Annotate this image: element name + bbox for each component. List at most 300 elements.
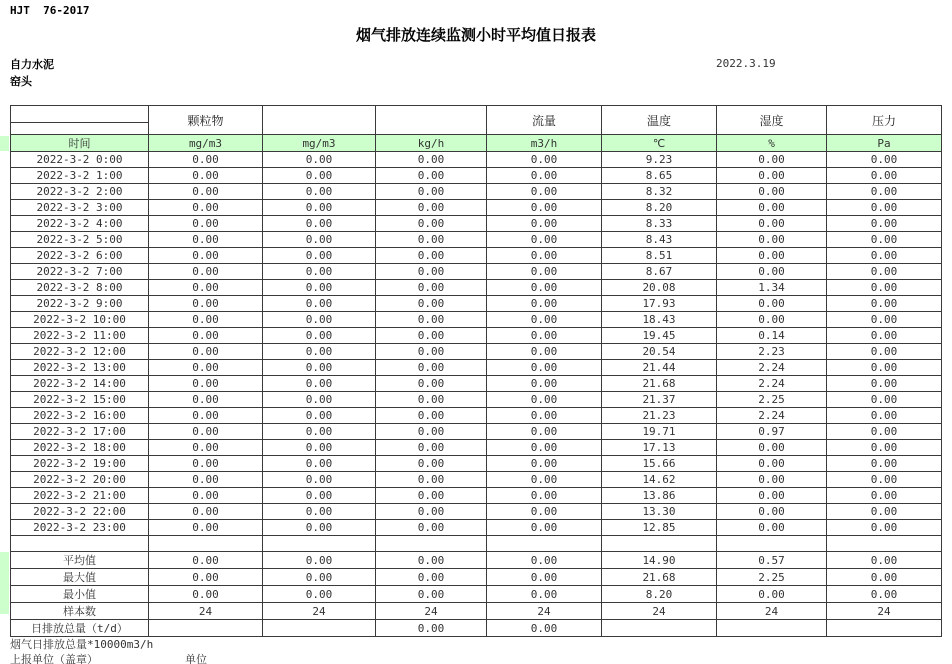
value-cell: 0.00 bbox=[149, 200, 263, 216]
summary-row bbox=[11, 586, 942, 603]
summary-label-cell: 最小值 bbox=[11, 586, 149, 603]
time-cell: 2022-3-2 8:00 bbox=[11, 280, 149, 296]
table-row bbox=[11, 360, 942, 376]
time-cell: 2022-3-2 14:00 bbox=[11, 376, 149, 392]
value-cell: 24 bbox=[717, 603, 827, 620]
value-cell: 0.00 bbox=[827, 392, 942, 408]
group-header-row bbox=[11, 106, 942, 123]
value-cell: 0.97 bbox=[717, 424, 827, 440]
value-cell: 0.00 bbox=[376, 232, 487, 248]
value-cell: 0.00 bbox=[717, 504, 827, 520]
time-cell: 2022-3-2 10:00 bbox=[11, 312, 149, 328]
value-cell: 0.00 bbox=[376, 264, 487, 280]
value-cell: 0.00 bbox=[149, 264, 263, 280]
page-title: 烟气排放连续监测小时平均值日报表 bbox=[355, 26, 596, 44]
value-cell: 0.00 bbox=[263, 392, 376, 408]
value-cell bbox=[717, 536, 827, 552]
value-cell: 0.00 bbox=[376, 312, 487, 328]
value-cell: 0.00 bbox=[487, 200, 602, 216]
value-cell: 0.00 bbox=[827, 264, 942, 280]
value-cell: 0.00 bbox=[717, 216, 827, 232]
value-cell: 12.85 bbox=[602, 520, 717, 536]
value-cell: 21.68 bbox=[602, 569, 717, 586]
value-cell: 0.00 bbox=[263, 456, 376, 472]
value-cell: 15.66 bbox=[602, 456, 717, 472]
value-cell: 0.00 bbox=[376, 344, 487, 360]
value-cell: 21.23 bbox=[602, 408, 717, 424]
value-cell: 0.00 bbox=[263, 264, 376, 280]
value-cell: 0.00 bbox=[717, 440, 827, 456]
company-name: 自力水泥 bbox=[10, 58, 54, 71]
value-cell: 0.57 bbox=[717, 552, 827, 569]
table-row bbox=[11, 216, 942, 232]
value-cell: 0.00 bbox=[827, 408, 942, 424]
table-row bbox=[11, 344, 942, 360]
value-cell: 0.00 bbox=[487, 552, 602, 569]
value-cell: 0.00 bbox=[827, 152, 942, 168]
time-cell: 2022-3-2 15:00 bbox=[11, 392, 149, 408]
value-cell: 0.00 bbox=[487, 408, 602, 424]
value-cell: 0.00 bbox=[263, 424, 376, 440]
value-cell bbox=[827, 536, 942, 552]
value-cell: 0.00 bbox=[263, 152, 376, 168]
value-cell: 0.00 bbox=[376, 520, 487, 536]
value-cell: 0.00 bbox=[827, 520, 942, 536]
value-cell: 17.13 bbox=[602, 440, 717, 456]
value-cell: 0.00 bbox=[487, 264, 602, 280]
table-row bbox=[11, 440, 942, 456]
value-cell: 0.00 bbox=[376, 360, 487, 376]
table-row bbox=[11, 248, 942, 264]
unit-kgh: kg/h bbox=[376, 135, 487, 152]
summary-row bbox=[11, 620, 942, 637]
value-cell: 2.24 bbox=[717, 408, 827, 424]
value-cell: 0.00 bbox=[717, 520, 827, 536]
header-humidity: 湿度 bbox=[717, 106, 827, 135]
value-cell bbox=[827, 620, 942, 637]
header-temperature: 温度 bbox=[602, 106, 717, 135]
value-cell: 0.00 bbox=[827, 184, 942, 200]
table-row bbox=[11, 424, 942, 440]
value-cell: 0.00 bbox=[149, 424, 263, 440]
value-cell: 24 bbox=[376, 603, 487, 620]
value-cell bbox=[149, 620, 263, 637]
value-cell: 0.00 bbox=[827, 586, 942, 603]
value-cell: 0.00 bbox=[263, 360, 376, 376]
value-cell: 0.00 bbox=[827, 200, 942, 216]
value-cell: 0.00 bbox=[376, 376, 487, 392]
value-cell: 0.00 bbox=[487, 328, 602, 344]
summary-row bbox=[11, 552, 942, 569]
value-cell: 0.00 bbox=[487, 184, 602, 200]
unit-mgm3-1: mg/m3 bbox=[149, 135, 263, 152]
table-row bbox=[11, 520, 942, 536]
value-cell: 0.00 bbox=[263, 586, 376, 603]
value-cell: 0.00 bbox=[827, 376, 942, 392]
unit-mgm3-2: mg/m3 bbox=[263, 135, 376, 152]
value-cell: 0.00 bbox=[149, 472, 263, 488]
value-cell: 0.00 bbox=[376, 552, 487, 569]
value-cell: 0.00 bbox=[487, 344, 602, 360]
value-cell: 0.00 bbox=[717, 296, 827, 312]
value-cell: 0.00 bbox=[376, 248, 487, 264]
value-cell: 0.00 bbox=[263, 296, 376, 312]
value-cell: 20.08 bbox=[602, 280, 717, 296]
value-cell: 0.00 bbox=[263, 280, 376, 296]
value-cell: 8.65 bbox=[602, 168, 717, 184]
value-cell: 2.25 bbox=[717, 569, 827, 586]
value-cell: 8.32 bbox=[602, 184, 717, 200]
value-cell: 19.45 bbox=[602, 328, 717, 344]
value-cell: 0.00 bbox=[149, 392, 263, 408]
value-cell: 0.00 bbox=[376, 586, 487, 603]
value-cell: 0.00 bbox=[376, 296, 487, 312]
value-cell: 0.00 bbox=[717, 264, 827, 280]
value-cell: 24 bbox=[263, 603, 376, 620]
value-cell: 0.00 bbox=[487, 232, 602, 248]
time-cell: 2022-3-2 3:00 bbox=[11, 200, 149, 216]
table-row bbox=[11, 280, 942, 296]
unit-row bbox=[11, 135, 942, 152]
value-cell: 0.00 bbox=[487, 280, 602, 296]
blank-row bbox=[11, 536, 942, 552]
value-cell: 0.00 bbox=[263, 520, 376, 536]
value-cell: 0.00 bbox=[376, 620, 487, 637]
value-cell: 24 bbox=[827, 603, 942, 620]
value-cell: 0.00 bbox=[827, 344, 942, 360]
value-cell: 0.00 bbox=[149, 408, 263, 424]
value-cell: 8.33 bbox=[602, 216, 717, 232]
value-cell: 0.00 bbox=[149, 360, 263, 376]
time-cell: 2022-3-2 4:00 bbox=[11, 216, 149, 232]
value-cell: 2.24 bbox=[717, 376, 827, 392]
time-cell: 2022-3-2 9:00 bbox=[11, 296, 149, 312]
header-pressure: 压力 bbox=[827, 106, 942, 135]
value-cell: 0.00 bbox=[827, 472, 942, 488]
header-col3-empty bbox=[263, 106, 376, 135]
summary-row bbox=[11, 569, 942, 586]
value-cell: 24 bbox=[602, 603, 717, 620]
table-row bbox=[11, 312, 942, 328]
value-cell: 0.00 bbox=[263, 344, 376, 360]
value-cell: 0.00 bbox=[717, 232, 827, 248]
value-cell: 0.00 bbox=[376, 504, 487, 520]
time-cell: 2022-3-2 2:00 bbox=[11, 184, 149, 200]
value-cell: 0.00 bbox=[149, 586, 263, 603]
value-cell: 0.00 bbox=[827, 280, 942, 296]
value-cell: 0.00 bbox=[263, 328, 376, 344]
value-cell: 0.00 bbox=[149, 456, 263, 472]
monitor-point: 窑头 bbox=[10, 75, 32, 88]
value-cell: 0.00 bbox=[487, 472, 602, 488]
table-row bbox=[11, 472, 942, 488]
value-cell: 0.00 bbox=[487, 360, 602, 376]
table-row bbox=[11, 392, 942, 408]
value-cell: 0.00 bbox=[827, 328, 942, 344]
table-row bbox=[11, 408, 942, 424]
time-cell: 2022-3-2 5:00 bbox=[11, 232, 149, 248]
table-row bbox=[11, 152, 942, 168]
header-col4-empty bbox=[376, 106, 487, 135]
time-cell: 2022-3-2 16:00 bbox=[11, 408, 149, 424]
value-cell: 0.00 bbox=[717, 152, 827, 168]
value-cell: 0.00 bbox=[717, 184, 827, 200]
header-empty-top bbox=[11, 106, 149, 123]
value-cell: 24 bbox=[149, 603, 263, 620]
value-cell: 0.00 bbox=[487, 296, 602, 312]
report-unit-label: 上报单位（盖章） bbox=[10, 653, 98, 664]
value-cell: 13.30 bbox=[602, 504, 717, 520]
value-cell: 21.37 bbox=[602, 392, 717, 408]
value-cell: 0.00 bbox=[263, 232, 376, 248]
value-cell: 0.00 bbox=[149, 312, 263, 328]
value-cell: 0.00 bbox=[376, 328, 487, 344]
value-cell: 8.67 bbox=[602, 264, 717, 280]
value-cell: 0.00 bbox=[487, 392, 602, 408]
value-cell: 0.00 bbox=[827, 456, 942, 472]
value-cell: 0.00 bbox=[263, 488, 376, 504]
value-cell: 8.20 bbox=[602, 200, 717, 216]
empty-cell bbox=[11, 536, 149, 552]
unit-label: 单位 bbox=[185, 653, 207, 664]
value-cell: 0.00 bbox=[149, 232, 263, 248]
time-cell: 2022-3-2 22:00 bbox=[11, 504, 149, 520]
time-cell: 2022-3-2 13:00 bbox=[11, 360, 149, 376]
time-cell: 2022-3-2 7:00 bbox=[11, 264, 149, 280]
value-cell: 0.00 bbox=[263, 440, 376, 456]
value-cell: 0.00 bbox=[149, 280, 263, 296]
value-cell: 20.54 bbox=[602, 344, 717, 360]
value-cell: 0.00 bbox=[717, 248, 827, 264]
table-row bbox=[11, 168, 942, 184]
value-cell: 0.00 bbox=[376, 569, 487, 586]
value-cell: 2.24 bbox=[717, 360, 827, 376]
value-cell: 0.00 bbox=[487, 424, 602, 440]
value-cell: 0.00 bbox=[487, 376, 602, 392]
value-cell: 0.00 bbox=[149, 440, 263, 456]
value-cell: 0.00 bbox=[827, 488, 942, 504]
table-row bbox=[11, 488, 942, 504]
time-cell: 2022-3-2 19:00 bbox=[11, 456, 149, 472]
value-cell: 0.00 bbox=[376, 488, 487, 504]
value-cell: 0.00 bbox=[376, 472, 487, 488]
value-cell: 0.00 bbox=[263, 200, 376, 216]
value-cell: 0.00 bbox=[717, 472, 827, 488]
value-cell: 0.00 bbox=[149, 569, 263, 586]
unit-pa: Pa bbox=[827, 135, 942, 152]
value-cell bbox=[602, 620, 717, 637]
value-cell bbox=[602, 536, 717, 552]
value-cell: 0.00 bbox=[487, 520, 602, 536]
value-cell: 0.00 bbox=[487, 440, 602, 456]
value-cell: 0.00 bbox=[376, 152, 487, 168]
table-row bbox=[11, 456, 942, 472]
hourly-average-table bbox=[10, 105, 942, 637]
header-empty-bottom bbox=[11, 123, 149, 135]
value-cell: 0.00 bbox=[827, 440, 942, 456]
time-cell: 2022-3-2 11:00 bbox=[11, 328, 149, 344]
table-body bbox=[11, 152, 942, 637]
value-cell: 0.00 bbox=[149, 552, 263, 569]
value-cell: 19.71 bbox=[602, 424, 717, 440]
value-cell: 0.00 bbox=[263, 248, 376, 264]
value-cell: 0.00 bbox=[827, 504, 942, 520]
value-cell: 0.00 bbox=[149, 216, 263, 232]
summary-label-cell: 平均值 bbox=[11, 552, 149, 569]
row-header-strip-summary bbox=[0, 552, 9, 614]
value-cell: 0.00 bbox=[263, 168, 376, 184]
table-row bbox=[11, 232, 942, 248]
value-cell bbox=[263, 536, 376, 552]
value-cell bbox=[376, 536, 487, 552]
value-cell: 0.00 bbox=[376, 168, 487, 184]
time-cell: 2022-3-2 23:00 bbox=[11, 520, 149, 536]
value-cell: 0.00 bbox=[149, 296, 263, 312]
value-cell: 0.00 bbox=[149, 488, 263, 504]
value-cell: 24 bbox=[487, 603, 602, 620]
value-cell: 0.00 bbox=[149, 520, 263, 536]
value-cell bbox=[717, 620, 827, 637]
value-cell: 8.51 bbox=[602, 248, 717, 264]
value-cell: 0.00 bbox=[487, 216, 602, 232]
table-row bbox=[11, 376, 942, 392]
unit-time: 时间 bbox=[11, 135, 149, 152]
value-cell: 0.00 bbox=[717, 168, 827, 184]
value-cell: 0.00 bbox=[149, 504, 263, 520]
summary-label-cell: 最大值 bbox=[11, 569, 149, 586]
table-row bbox=[11, 264, 942, 280]
unit-percent: % bbox=[717, 135, 827, 152]
footer-note: 烟气日排放总量*10000m3/h bbox=[10, 638, 154, 651]
value-cell: 0.00 bbox=[717, 456, 827, 472]
table-row bbox=[11, 296, 942, 312]
value-cell: 0.00 bbox=[487, 152, 602, 168]
time-cell: 2022-3-2 12:00 bbox=[11, 344, 149, 360]
time-cell: 2022-3-2 0:00 bbox=[11, 152, 149, 168]
value-cell: 0.00 bbox=[827, 296, 942, 312]
value-cell bbox=[263, 620, 376, 637]
unit-m3h: m3/h bbox=[487, 135, 602, 152]
value-cell: 0.14 bbox=[717, 328, 827, 344]
value-cell: 0.00 bbox=[487, 620, 602, 637]
table-row bbox=[11, 328, 942, 344]
value-cell: 0.00 bbox=[487, 569, 602, 586]
report-date: 2022.3.19 bbox=[716, 57, 776, 70]
value-cell: 0.00 bbox=[263, 552, 376, 569]
summary-label-cell: 样本数 bbox=[11, 603, 149, 620]
value-cell: 0.00 bbox=[376, 408, 487, 424]
value-cell: 1.34 bbox=[717, 280, 827, 296]
value-cell: 0.00 bbox=[376, 184, 487, 200]
value-cell: 9.23 bbox=[602, 152, 717, 168]
value-cell: 2.23 bbox=[717, 344, 827, 360]
table-row bbox=[11, 184, 942, 200]
value-cell: 14.90 bbox=[602, 552, 717, 569]
table-row bbox=[11, 200, 942, 216]
value-cell: 0.00 bbox=[376, 200, 487, 216]
value-cell: 0.00 bbox=[376, 280, 487, 296]
value-cell: 0.00 bbox=[487, 168, 602, 184]
value-cell: 0.00 bbox=[263, 569, 376, 586]
value-cell: 0.00 bbox=[487, 456, 602, 472]
summary-row bbox=[11, 603, 942, 620]
value-cell: 0.00 bbox=[717, 312, 827, 328]
time-cell: 2022-3-2 18:00 bbox=[11, 440, 149, 456]
value-cell: 8.20 bbox=[602, 586, 717, 603]
value-cell: 0.00 bbox=[263, 312, 376, 328]
unit-celsius: ℃ bbox=[602, 135, 717, 152]
value-cell: 0.00 bbox=[487, 504, 602, 520]
value-cell: 0.00 bbox=[487, 248, 602, 264]
value-cell: 0.00 bbox=[149, 344, 263, 360]
value-cell: 21.68 bbox=[602, 376, 717, 392]
value-cell: 0.00 bbox=[717, 200, 827, 216]
table-row bbox=[11, 504, 942, 520]
value-cell: 0.00 bbox=[149, 376, 263, 392]
value-cell: 0.00 bbox=[717, 488, 827, 504]
value-cell bbox=[149, 536, 263, 552]
standard-code: HJT 76-2017 bbox=[10, 4, 90, 17]
value-cell: 8.43 bbox=[602, 232, 717, 248]
value-cell: 0.00 bbox=[827, 248, 942, 264]
time-cell: 2022-3-2 20:00 bbox=[11, 472, 149, 488]
value-cell: 0.00 bbox=[263, 216, 376, 232]
time-cell: 2022-3-2 6:00 bbox=[11, 248, 149, 264]
value-cell: 0.00 bbox=[827, 216, 942, 232]
value-cell: 0.00 bbox=[487, 312, 602, 328]
value-cell: 0.00 bbox=[376, 424, 487, 440]
value-cell: 18.43 bbox=[602, 312, 717, 328]
value-cell: 0.00 bbox=[149, 152, 263, 168]
value-cell: 0.00 bbox=[263, 408, 376, 424]
value-cell: 0.00 bbox=[263, 504, 376, 520]
value-cell: 17.93 bbox=[602, 296, 717, 312]
value-cell: 21.44 bbox=[602, 360, 717, 376]
value-cell: 0.00 bbox=[827, 569, 942, 586]
value-cell bbox=[487, 536, 602, 552]
value-cell: 0.00 bbox=[149, 168, 263, 184]
value-cell: 0.00 bbox=[487, 488, 602, 504]
value-cell: 0.00 bbox=[263, 184, 376, 200]
header-flow: 流量 bbox=[487, 106, 602, 135]
value-cell: 0.00 bbox=[149, 328, 263, 344]
value-cell: 0.00 bbox=[376, 456, 487, 472]
value-cell: 0.00 bbox=[827, 168, 942, 184]
value-cell: 0.00 bbox=[827, 424, 942, 440]
table-header bbox=[11, 106, 942, 152]
value-cell: 2.25 bbox=[717, 392, 827, 408]
time-cell: 2022-3-2 1:00 bbox=[11, 168, 149, 184]
value-cell: 0.00 bbox=[149, 248, 263, 264]
header-particulate: 颗粒物 bbox=[149, 106, 263, 135]
time-cell: 2022-3-2 17:00 bbox=[11, 424, 149, 440]
value-cell: 0.00 bbox=[487, 586, 602, 603]
value-cell: 0.00 bbox=[376, 392, 487, 408]
value-cell: 0.00 bbox=[263, 376, 376, 392]
value-cell: 0.00 bbox=[827, 552, 942, 569]
value-cell: 0.00 bbox=[827, 232, 942, 248]
value-cell: 0.00 bbox=[717, 586, 827, 603]
value-cell: 0.00 bbox=[827, 360, 942, 376]
value-cell: 14.62 bbox=[602, 472, 717, 488]
value-cell: 0.00 bbox=[376, 440, 487, 456]
value-cell: 13.86 bbox=[602, 488, 717, 504]
value-cell: 0.00 bbox=[263, 472, 376, 488]
summary-label-cell: 日排放总量（t/d） bbox=[11, 620, 149, 637]
value-cell: 0.00 bbox=[376, 216, 487, 232]
time-cell: 2022-3-2 21:00 bbox=[11, 488, 149, 504]
value-cell: 0.00 bbox=[827, 312, 942, 328]
